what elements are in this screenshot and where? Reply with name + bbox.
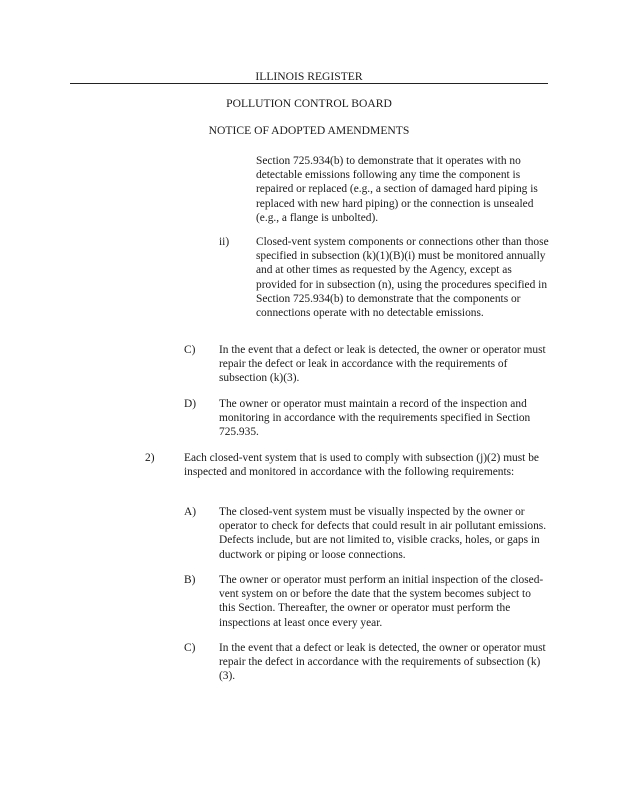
- item-label: C): [184, 344, 196, 356]
- item-text: The owner or operator must maintain a record of the inspection and monitoring in accordance with the requirements specified in Section 725.935.: [219, 398, 531, 439]
- item-label: C): [184, 642, 196, 654]
- item-label: ii): [219, 236, 230, 248]
- item-label: B): [184, 574, 196, 586]
- item-text: The closed-vent system must be visually inspected by the owner or operator to check for defects that could result in air pollutant emissions. Defects include, but are not limited to, visible cracks, holes, or gaps in ductwork or piping or loose connections.: [219, 506, 547, 561]
- board-title: POLLUTION CONTROL BOARD: [226, 97, 392, 110]
- item-label: D): [184, 398, 197, 410]
- item-text: Each closed-vent system that is used to comply with subsection (j)(2) must be inspected and monitored in accordance with the following requirements:: [184, 452, 539, 479]
- item-label: 2): [145, 452, 155, 464]
- item-text: In the event that a defect or leak is detected, the owner or operator must repair the defect or leak in accordance with the requirements of subsection (k)(3).: [219, 344, 546, 385]
- continued-paragraph: Section 725.934(b) to demonstrate that it operates with no detectable emissions following any time the component is repaired or replaced (e.g., a section of damaged hard piping is replaced with new hard piping) or the connection is unsealed (e.g., a flange is unbolted).: [256, 155, 538, 224]
- item-text: The owner or operator must perform an initial inspection of the closed-vent system on or before the date that the system becomes subject to this Section. Thereafter, the owner or operator must perform the inspections at least once every year.: [219, 574, 544, 629]
- notice-title: NOTICE OF ADOPTED AMENDMENTS: [208, 124, 410, 137]
- item-text: Closed-vent system components or connections other than those specified in subsection (k)(1)(B)(i) must be monitored annually and at other times as requested by the Agency, except as provided for in subsection (n), using the procedures specified in Section 725.934(b) to demonstrate that the components or connections operate with no detectable emissions.: [256, 236, 549, 320]
- item-text: In the event that a defect or leak is detected, the owner or operator must repair the defect in accordance with the requirements of subsection (k)(3).: [219, 642, 546, 683]
- header-rule: [70, 83, 548, 84]
- register-title: ILLINOIS REGISTER: [255, 70, 363, 83]
- item-label: A): [184, 506, 197, 518]
